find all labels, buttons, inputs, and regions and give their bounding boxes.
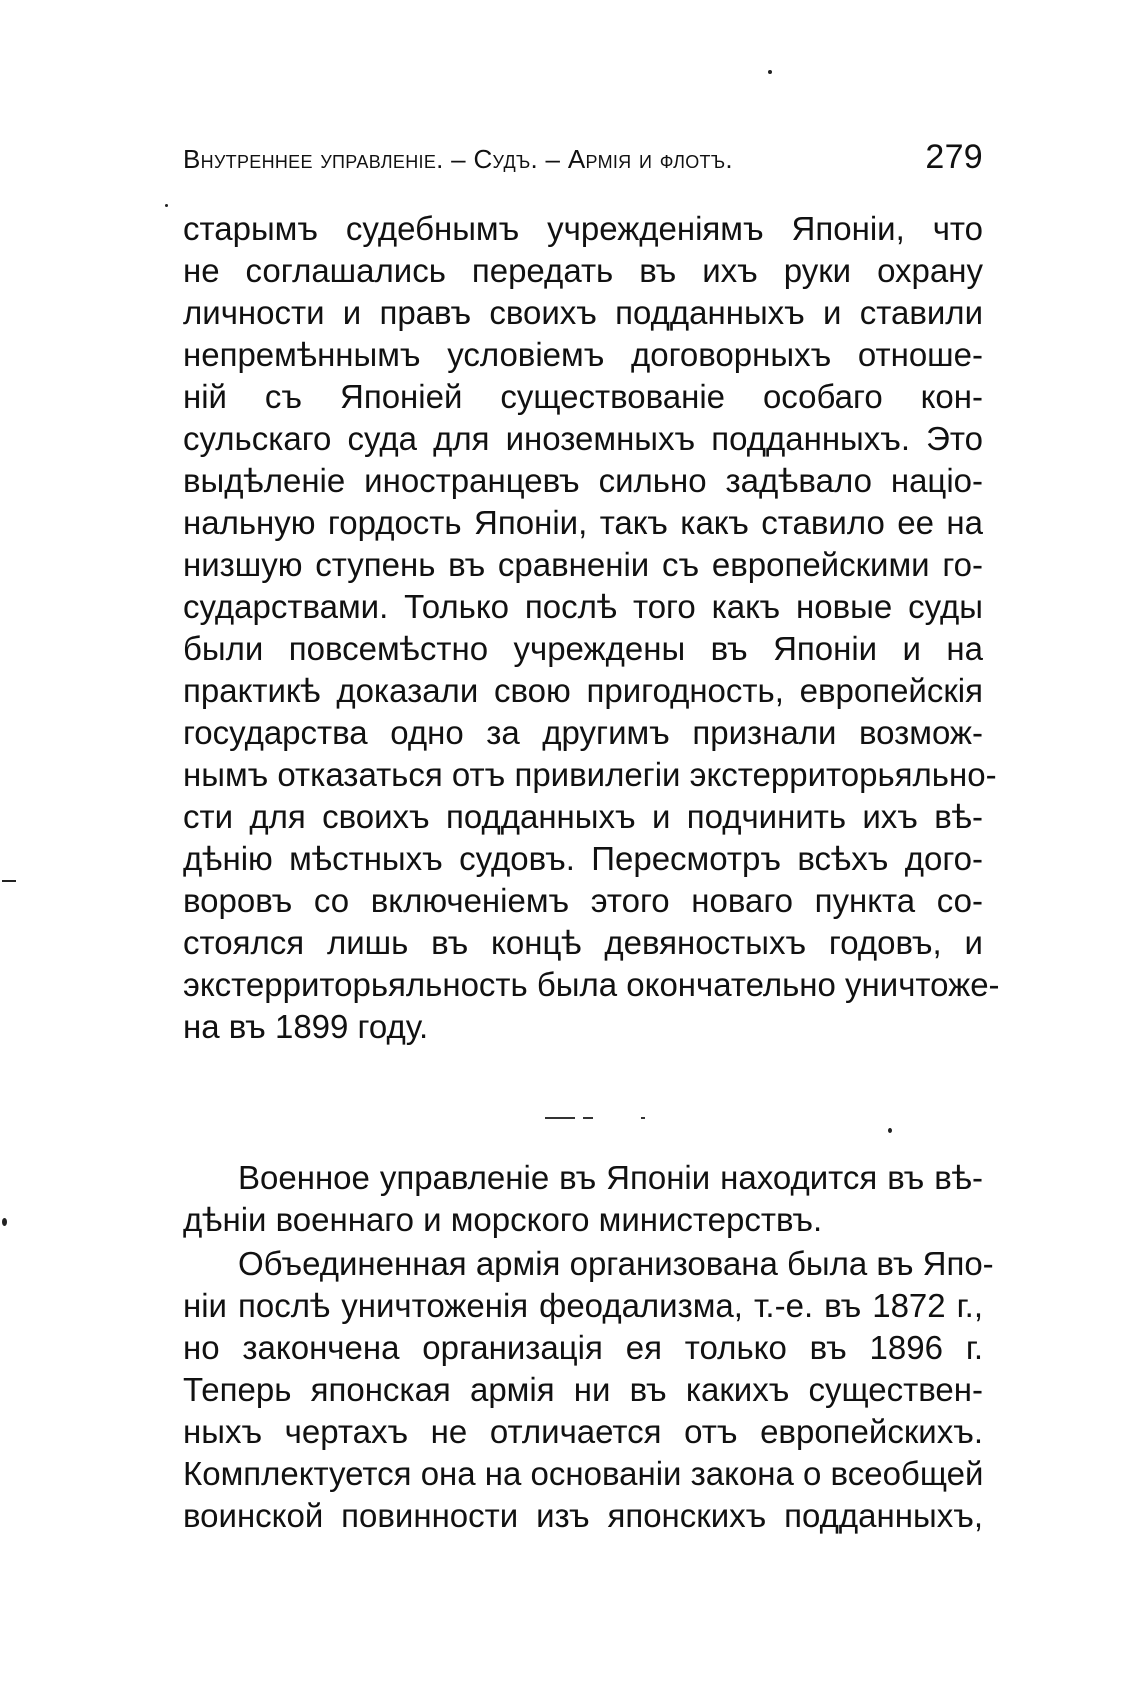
text-line: практикѣ доказали свою пригодность, европейскія [183,672,983,709]
text-line: непремѣннымъ условіемъ договорныхъ отноше- [183,336,983,373]
text-line: дѣніи военнаго и морского министерствъ. [183,1201,823,1238]
text-line: но закончена организація ея только въ 1896 г. [183,1329,983,1366]
running-title: Внутреннее управленіе. – Судъ. – Армія и флотъ. [183,144,733,174]
page-number: 279 [925,138,983,176]
text-line: дѣнію мѣстныхъ судовъ. Пересмотръ всѣхъ дого- [183,840,983,877]
text-line: на въ 1899 году. [183,1008,429,1045]
text-line: низшую ступень въ сравненіи съ европейскими го- [183,546,983,583]
text-line: Объединенная армія организована была въ Япо- [238,1245,994,1282]
text-line: Комплектуется она на основаніи закона о всеобщей [183,1455,984,1492]
text-line: ныхъ чертахъ не отличается отъ европейскихъ. [183,1413,983,1450]
text-line: ніи послѣ уничтоженія феодализма, т.-е. въ 1872 г., [183,1287,983,1324]
text-line: сударствами. Только послѣ того какъ новые суды [183,588,983,625]
text-line: были повсемѣстно учреждены въ Японіи и на [183,630,983,667]
text-line: сти для своихъ подданныхъ и подчинить ихъ вѣ- [183,798,983,835]
scan-speck [2,880,16,882]
text-line: государства одно за другимъ признали возмож- [183,714,983,751]
text-line: ній съ Японіей существованіе особаго кон- [183,378,983,415]
text-line: воинской повинности изъ японскихъ подданныхъ, [183,1497,983,1534]
scan-speck [888,1128,892,1133]
scan-speck [165,204,168,207]
text-line: личности и правъ своихъ подданныхъ и ставили [183,294,983,331]
scan-speck [768,70,772,74]
text-line: Военное управленіе въ Японіи находится въ вѣ- [238,1159,983,1196]
text-line: стоялся лишь въ концѣ девяностыхъ годовъ, и [183,924,983,961]
text-line: нальную гордость Японіи, такъ какъ ставило ее на [183,504,983,541]
text-line: старымъ судебнымъ учрежденіямъ Японіи, что [183,210,983,247]
text-line: воровъ со включеніемъ этого новаго пункта со- [183,882,983,919]
text-line: сульскаго суда для иноземныхъ подданныхъ. Это [183,420,983,457]
text-line: Теперь японская армія ни въ какихъ существен- [183,1371,983,1408]
text-line: не соглашались передать въ ихъ руки охрану [183,252,983,289]
scan-speck [2,1218,7,1226]
running-head [183,138,983,182]
text-line: выдѣленіе иностранцевъ сильно задѣвало націо- [183,462,983,499]
section-separator [545,1115,645,1121]
text-line: экстерриторьяльность была окончательно уничтоже- [183,966,1000,1003]
text-line: нымъ отказаться отъ привилегіи экстерриторьяльно- [183,756,997,793]
